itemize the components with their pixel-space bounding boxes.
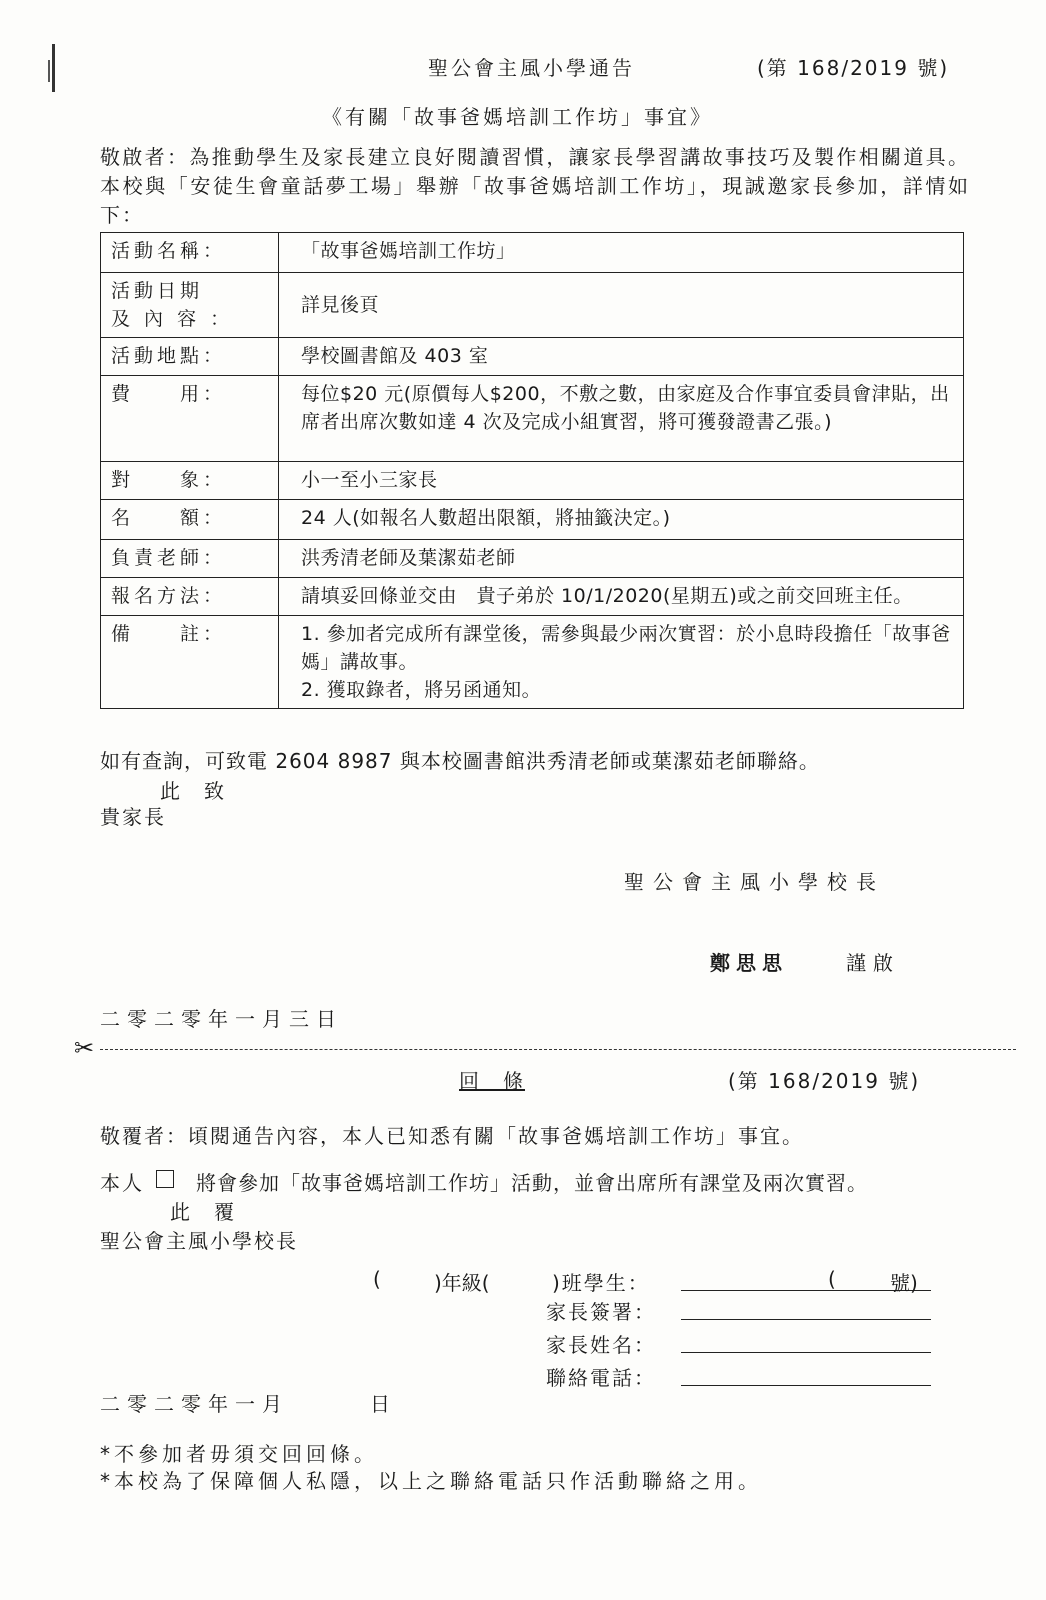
parent-name-field[interactable] <box>681 1352 931 1353</box>
parent-signature-label: 家長簽署： <box>546 1300 656 1324</box>
footnote-no-return: *不參加者毋須交回回條。 <box>100 1442 378 1466</box>
reply-notice-number: (第 168/2019 號) <box>728 1069 921 1093</box>
student-no-close: 號) <box>890 1271 918 1295</box>
details-value: 請填妥回條並交由 貴子弟於 10/1/2020(星期五)或之前交回班主任。 <box>279 578 964 616</box>
reply-date-suffix: 日 <box>370 1392 390 1416</box>
details-label: 對 象： <box>101 462 279 500</box>
notice-number: (第 168/2019 號) <box>757 56 950 80</box>
enquiry-text: 如有查詢，可致電 2604 8987 與本校圖書館洪秀清老師或葉潔茹老師聯絡。 <box>100 749 820 773</box>
margin-mark <box>48 60 50 82</box>
reply-slip-title: 回 條 <box>459 1069 525 1093</box>
details-value: 小一至小三家長 <box>279 462 964 500</box>
details-value: 詳見後頁 <box>279 273 964 338</box>
attend-statement: 將會參加「故事爸媽培訓工作坊」活動，並會出席所有課堂及兩次實習。 <box>196 1171 868 1195</box>
grade-label: )年級( <box>434 1271 490 1295</box>
parent-name-label: 家長姓名： <box>546 1333 656 1357</box>
details-value: 學校圖書館及 403 室 <box>279 338 964 376</box>
details-row <box>101 462 964 500</box>
reply-acknowledge: 敬覆者：頃閱通告內容，本人已知悉有關「故事爸媽培訓工作坊」事宜。 <box>100 1124 804 1148</box>
remarks-label: 備 註： <box>101 616 279 709</box>
cut-line <box>100 1049 1016 1050</box>
details-row <box>101 273 964 338</box>
details-label: 報名方法： <box>101 578 279 616</box>
details-value: 「故事爸媽培訓工作坊」 <box>279 233 964 273</box>
reply-person-prefix: 本人 <box>100 1171 144 1195</box>
notice-school-title: 聖公會主風小學通告 <box>428 56 635 80</box>
principal-title: 聖公會主風小學校長 <box>624 870 885 894</box>
details-row <box>101 376 964 462</box>
details-row-remarks <box>101 616 964 709</box>
details-row <box>101 233 964 273</box>
notice-subject: 《有關「故事爸媽培訓工作坊」事宜》 <box>322 105 713 129</box>
details-label: 負責老師： <box>101 540 279 578</box>
details-row <box>101 500 964 540</box>
reply-to-principal: 聖公會主風小學校長 <box>100 1229 298 1253</box>
margin-mark <box>52 44 55 92</box>
remarks-value <box>279 616 964 709</box>
principal-signature: 鄭思思 <box>710 951 788 975</box>
details-label: 活動日期 及 內 容 ： <box>101 273 279 338</box>
details-value: 洪秀清老師及葉潔茹老師 <box>279 540 964 578</box>
details-value: 24 人(如報名人數超出限額，將抽籤決定。) <box>279 500 964 540</box>
details-label: 活動地點： <box>101 338 279 376</box>
scissors-icon: ✂ <box>74 1034 95 1062</box>
details-value: 每位$20 元(原價每人$200，不敷之數，由家庭及合作事宜委員會津貼，出席者出席次數如達 4 次及完成小組實習，將可獲發證書乙張。) <box>279 376 964 462</box>
parent-signature-field[interactable] <box>681 1319 931 1320</box>
footnote-privacy: *本校為了保障個人私隱，以上之聯絡電話只作活動聯絡之用。 <box>100 1469 762 1493</box>
phone-label: 聯絡電話： <box>546 1366 656 1390</box>
reply-ci-fu: 此 覆 <box>170 1200 236 1224</box>
notice-date: 二零二零年一月三日 <box>100 1007 343 1031</box>
details-label: 活動名稱： <box>101 233 279 273</box>
class-open-paren: ( <box>373 1267 381 1291</box>
student-no-open: ( <box>828 1267 836 1291</box>
remarks-item: 1. 參加者完成所有課堂後，需參與最少兩次實習：於小息時段擔任「故事爸媽」講故事。 <box>301 623 951 673</box>
remarks-item: 2. 獲取錄者，將另函通知。 <box>301 679 542 701</box>
details-table <box>100 232 964 709</box>
addressee: 貴家長 <box>100 805 166 829</box>
details-row <box>101 540 964 578</box>
remarks-list <box>301 620 953 704</box>
class-label: )班學生： <box>552 1271 650 1295</box>
attend-checkbox[interactable] <box>156 1170 174 1188</box>
reply-date-prefix: 二零二零年一月 <box>100 1392 289 1416</box>
phone-field[interactable] <box>681 1385 931 1386</box>
details-label: 名 額： <box>101 500 279 540</box>
jin-qi: 謹啟 <box>846 951 900 975</box>
details-row <box>101 578 964 616</box>
details-row <box>101 338 964 376</box>
closing-ci-zhi: 此 致 <box>160 779 226 803</box>
details-label: 費 用： <box>101 376 279 462</box>
intro-paragraph: 敬啟者：為推動學生及家長建立良好閱讀習慣，讓家長學習講故事技巧及製作相關道具。本校與「安徒生會童話夢工場」舉辦「故事爸媽培訓工作坊」，現誠邀家長參加，詳情如下： <box>100 145 970 227</box>
